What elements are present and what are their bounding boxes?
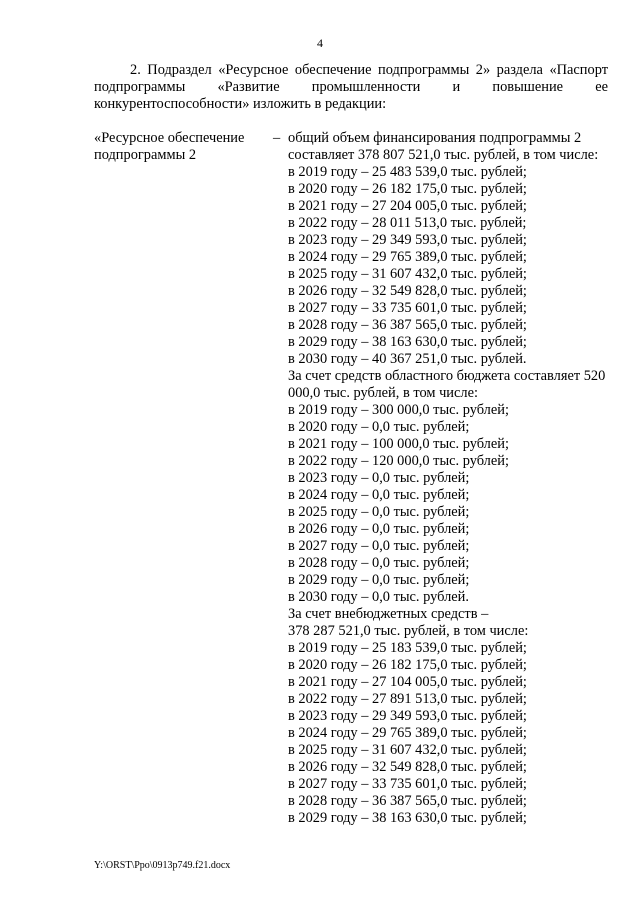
total-intro: общий объем финансирования подпрограммы 2 составляет 378 807 521,0 тыс. рублей, в том числе: bbox=[288, 130, 599, 163]
year-line: в 2028 году – 36 387 565,0 тыс. рублей; bbox=[288, 317, 527, 333]
total-years-list bbox=[288, 164, 608, 368]
extrabudget-years-list bbox=[288, 640, 608, 827]
year-line: в 2025 году – 31 607 432,0 тыс. рублей; bbox=[288, 266, 527, 282]
footer-file-path: Y:\ORST\Ppo\0913p749.f21.docx bbox=[94, 860, 231, 871]
year-line: в 2024 году – 29 765 389,0 тыс. рублей; bbox=[288, 249, 527, 265]
year-line: в 2025 году – 31 607 432,0 тыс. рублей; bbox=[288, 742, 527, 758]
year-line: в 2020 году – 0,0 тыс. рублей; bbox=[288, 419, 470, 435]
intro-paragraph bbox=[94, 62, 608, 113]
intro-text: 2. Подраздел «Ресурсное обеспечение подпрограммы 2» раздела «Паспорт подпрограммы «Развитие промышленности и повышение ее конкурентоспособности» изложить в редакции: bbox=[94, 62, 608, 112]
regional-intro: За счет средств областного бюджета составляет 520 000,0 тыс. рублей, в том числе: bbox=[288, 368, 606, 401]
year-line: в 2021 году – 100 000,0 тыс. рублей; bbox=[288, 436, 509, 452]
year-line: в 2029 году – 0,0 тыс. рублей; bbox=[288, 572, 470, 588]
section-dash: – bbox=[273, 130, 281, 146]
year-line: в 2026 году – 32 549 828,0 тыс. рублей; bbox=[288, 283, 527, 299]
year-line: в 2020 году – 26 182 175,0 тыс. рублей; bbox=[288, 657, 527, 673]
year-line: в 2024 году – 29 765 389,0 тыс. рублей; bbox=[288, 725, 527, 741]
page-number: 4 bbox=[317, 36, 323, 50]
financing-details bbox=[288, 130, 608, 827]
year-line: в 2021 году – 27 104 005,0 тыс. рублей; bbox=[288, 674, 527, 690]
year-line: в 2027 году – 33 735 601,0 тыс. рублей; bbox=[288, 300, 527, 316]
year-line: в 2030 году – 0,0 тыс. рублей. bbox=[288, 589, 469, 605]
year-line: в 2026 году – 32 549 828,0 тыс. рублей; bbox=[288, 759, 527, 775]
year-line: в 2019 году – 300 000,0 тыс. рублей; bbox=[288, 402, 509, 418]
year-line: в 2022 году – 28 011 513,0 тыс. рублей; bbox=[288, 215, 527, 231]
year-line: в 2029 году – 38 163 630,0 тыс. рублей; bbox=[288, 810, 527, 826]
year-line: в 2021 году – 27 204 005,0 тыс. рублей; bbox=[288, 198, 527, 214]
year-line: в 2027 году – 33 735 601,0 тыс. рублей; bbox=[288, 776, 527, 792]
year-line: в 2019 году – 25 183 539,0 тыс. рублей; bbox=[288, 640, 527, 656]
year-line: в 2022 году – 27 891 513,0 тыс. рублей; bbox=[288, 691, 527, 707]
year-line: в 2025 году – 0,0 тыс. рублей; bbox=[288, 504, 470, 520]
year-line: в 2024 году – 0,0 тыс. рублей; bbox=[288, 487, 470, 503]
year-line: в 2023 году – 29 349 593,0 тыс. рублей; bbox=[288, 232, 527, 248]
year-line: в 2020 году – 26 182 175,0 тыс. рублей; bbox=[288, 181, 527, 197]
extrabudget-intro-line2: 378 287 521,0 тыс. рублей, в том числе: bbox=[288, 623, 529, 639]
year-line: в 2028 году – 36 387 565,0 тыс. рублей; bbox=[288, 793, 527, 809]
year-line: в 2029 году – 38 163 630,0 тыс. рублей; bbox=[288, 334, 527, 350]
year-line: в 2023 году – 29 349 593,0 тыс. рублей; bbox=[288, 708, 527, 724]
year-line: в 2026 году – 0,0 тыс. рублей; bbox=[288, 521, 470, 537]
year-line: в 2027 году – 0,0 тыс. рублей; bbox=[288, 538, 470, 554]
year-line: в 2022 году – 120 000,0 тыс. рублей; bbox=[288, 453, 509, 469]
year-line: в 2030 году – 40 367 251,0 тыс. рублей. bbox=[288, 351, 527, 367]
year-line: в 2023 году – 0,0 тыс. рублей; bbox=[288, 470, 470, 486]
section-label: «Ресурсное обеспечение подпрограммы 2 bbox=[94, 130, 245, 163]
extrabudget-intro-line1: За счет внебюджетных средств – bbox=[288, 606, 489, 622]
regional-years-list bbox=[288, 402, 608, 606]
year-line: в 2028 году – 0,0 тыс. рублей; bbox=[288, 555, 470, 571]
year-line: в 2019 году – 25 483 539,0 тыс. рублей; bbox=[288, 164, 527, 180]
